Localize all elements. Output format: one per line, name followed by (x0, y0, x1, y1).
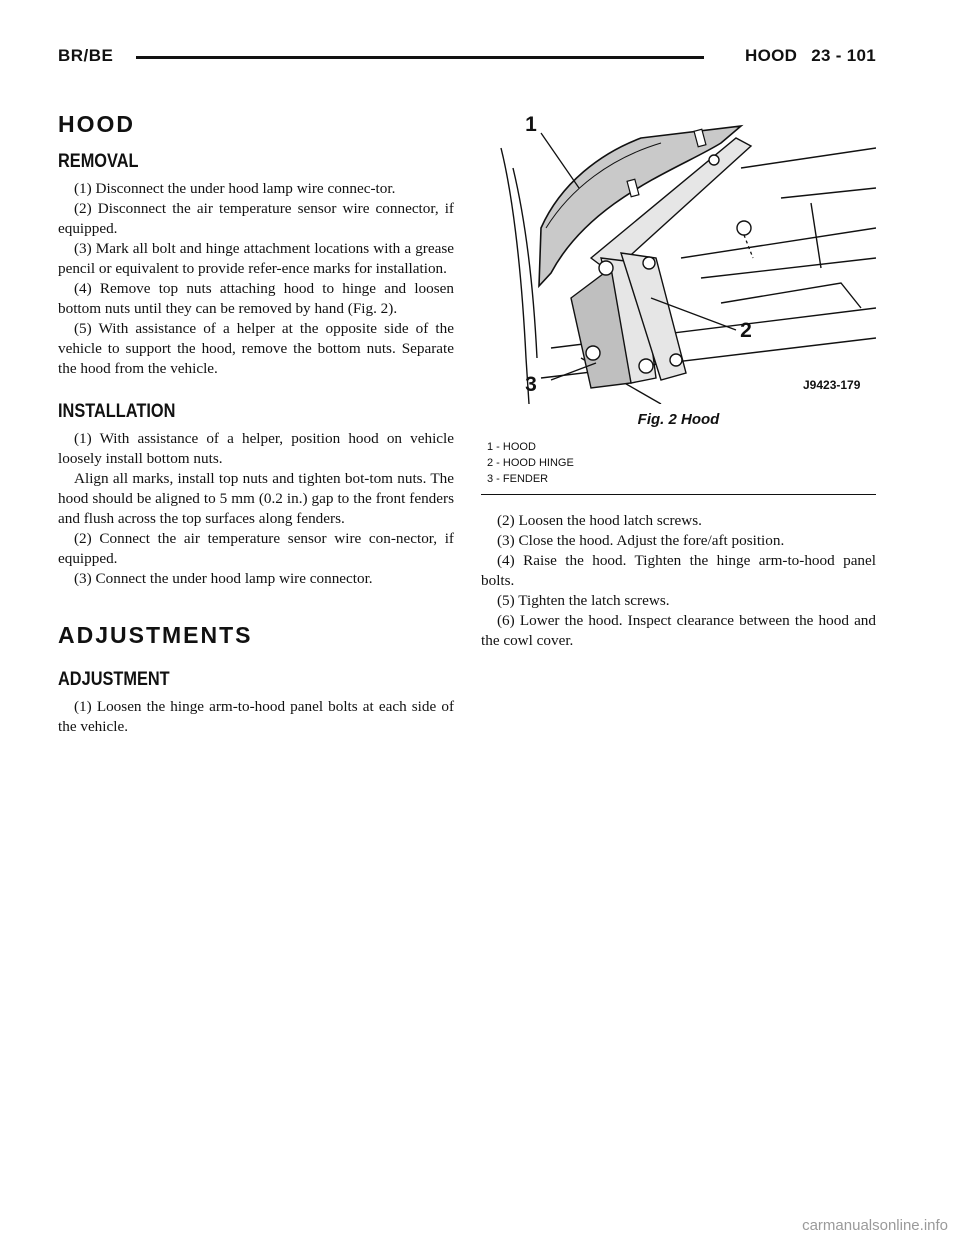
adjustment-step: (2) Loosen the hood latch screws. (497, 512, 702, 529)
removal-heading: REMOVAL (58, 151, 139, 172)
installation-step: (1) With assistance of a helper, position hood on vehicle loosely install bottom nuts. (58, 430, 454, 467)
right-column (481, 511, 876, 651)
removal-step: (1) Disconnect the under hood lamp wire connec-tor. (74, 180, 396, 197)
callout-1: 1 (525, 113, 537, 136)
hood-hinge-illustration (481, 108, 876, 404)
header-right (745, 46, 876, 66)
figure-code: J9423-179 (803, 378, 861, 392)
removal-step: (3) Mark all bolt and hinge attachment locations with a grease pencil or equivalent to provide refer-ence marks for installation. (58, 240, 454, 277)
figure-hood (481, 108, 876, 497)
installation-step: (3) Connect the under hood lamp wire connector. (74, 570, 373, 587)
left-column (58, 108, 454, 737)
removal-step: (4) Remove top nuts attaching hood to hinge and loosen bottom nuts until they can be removed by hand (Fig. 2). (58, 280, 454, 317)
removal-step: (5) With assistance of a helper at the opposite side of the vehicle to support the hood, remove the bottom nuts. Separate the hood from the vehicle. (58, 320, 454, 377)
figure-legend (487, 439, 574, 487)
adjustment-step: (5) Tighten the latch screws. (497, 592, 670, 609)
installation-step: Align all marks, install top nuts and tighten bot-tom nuts. The hood should be aligned to 5 mm (0.2 in.) gap to the front fenders and flush across the top surfaces along fenders. (58, 470, 454, 527)
legend-item: 3 - FENDER (487, 473, 549, 485)
removal-step: (2) Disconnect the air temperature sensor wire connector, if equipped. (58, 200, 454, 237)
figure-caption: Fig. 2 Hood (637, 411, 720, 428)
page-header (58, 46, 876, 70)
legend-item: 1 - HOOD (487, 441, 536, 453)
adjustment-step: (6) Lower the hood. Inspect clearance between the hood and the cowl cover. (481, 612, 876, 649)
page-title: HOOD (58, 111, 135, 137)
adjustment-step: (3) Close the hood. Adjust the fore/aft position. (497, 532, 785, 549)
adjustment-step: (1) Loosen the hinge arm-to-hood panel bolts at each side of the vehicle. (58, 698, 454, 735)
header-rule (136, 56, 704, 59)
header-page-number: 23 - 101 (811, 46, 876, 65)
header-section: HOOD (745, 46, 798, 65)
watermark: carmanualsonline.info (802, 1217, 948, 1234)
adjustments-title: ADJUSTMENTS (58, 622, 253, 648)
figure-rule (481, 494, 876, 495)
header-model: BR/BE (58, 46, 114, 65)
legend-item: 2 - HOOD HINGE (487, 457, 574, 469)
adjustment-step: (4) Raise the hood. Tighten the hinge arm-to-hood panel bolts. (481, 552, 876, 589)
callout-3: 3 (525, 373, 537, 396)
installation-heading: INSTALLATION (58, 401, 176, 422)
installation-step: (2) Connect the air temperature sensor wire con-nector, if equipped. (58, 530, 454, 567)
callout-2: 2 (740, 319, 752, 342)
adjustment-heading: ADJUSTMENT (58, 669, 170, 690)
